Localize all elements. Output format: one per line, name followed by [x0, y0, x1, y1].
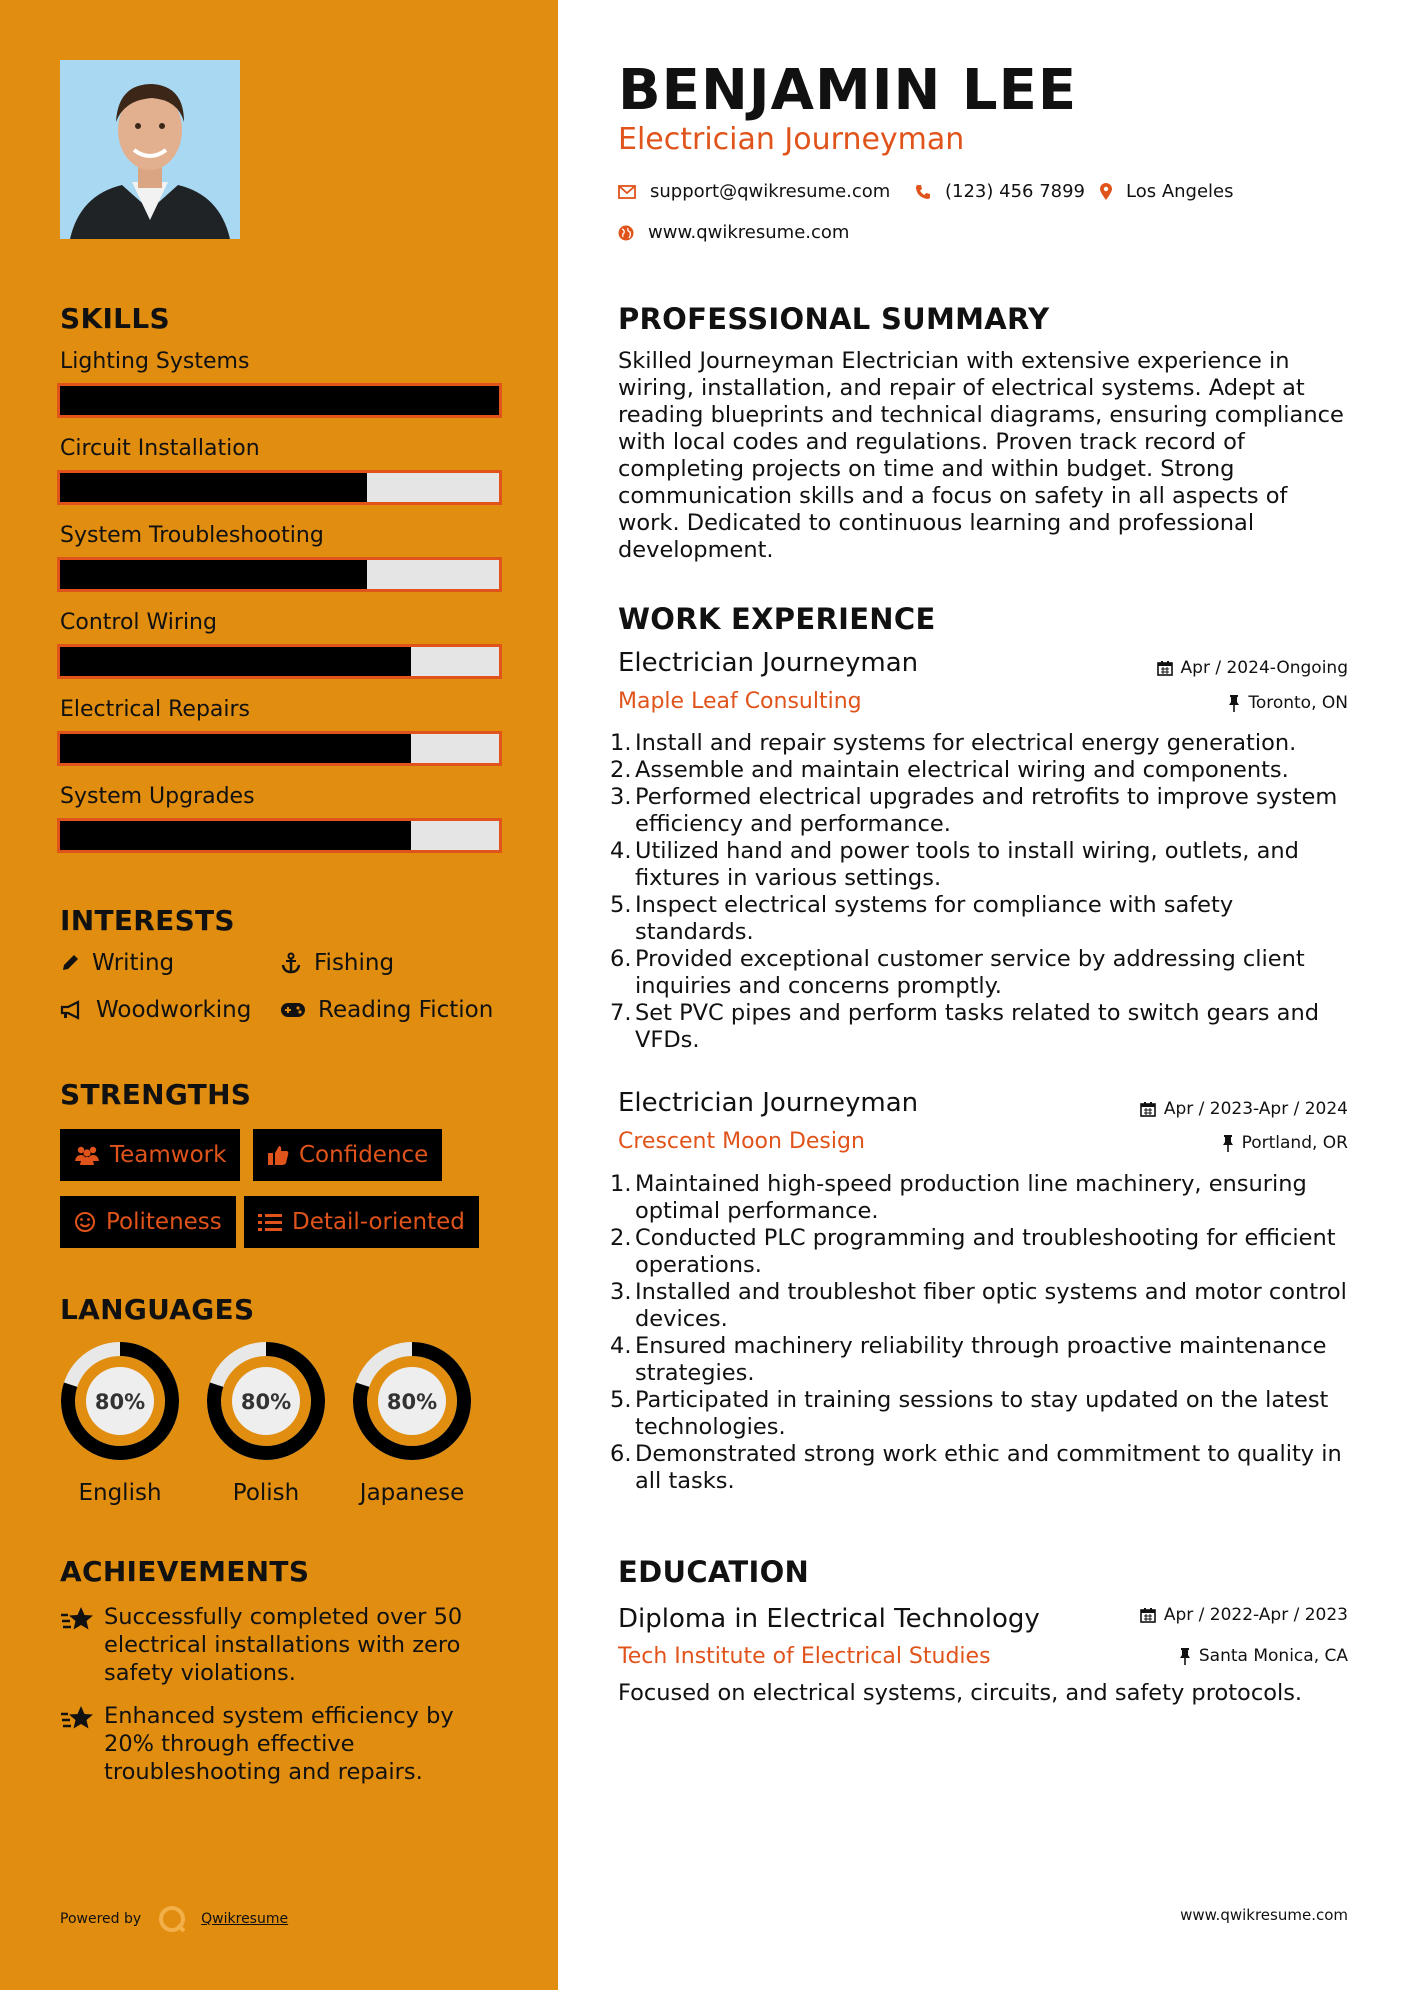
- education-heading: EDUCATION: [618, 1555, 810, 1589]
- skill-bar-fill: [60, 734, 411, 763]
- contact-website[interactable]: [618, 222, 849, 243]
- skill-label: System Upgrades: [60, 784, 255, 809]
- language-item: [351, 1340, 473, 1506]
- skill-bar-fill: [60, 821, 411, 850]
- achievement-text: Successfully completed over 50 electrical installations with zero safety violations.: [104, 1604, 463, 1686]
- language-ring: [351, 1340, 473, 1462]
- email-text: support@qwikresume.com: [650, 181, 891, 202]
- phone-icon: [915, 184, 931, 200]
- skills-heading: SKILLS: [60, 302, 170, 335]
- duty-item: Maintained high-speed production line machinery, ensuring optimal performance.: [635, 1171, 1307, 1224]
- duty-item: Provided exceptional customer service by addressing client inquiries and concerns promptly.: [635, 946, 1305, 999]
- profile-photo: [60, 60, 240, 239]
- education-dates-text: Apr / 2022-Apr / 2023: [1163, 1605, 1348, 1625]
- skill-bar-fill: [60, 560, 367, 589]
- thumbs-up-icon: [267, 1144, 289, 1166]
- website-text: www.qwikresume.com: [648, 222, 850, 243]
- experience-heading: WORK EXPERIENCE: [618, 602, 936, 636]
- pushpin-icon: [1228, 695, 1240, 712]
- interest-label: Woodworking: [96, 997, 252, 1023]
- job-duties: [610, 730, 1350, 1054]
- interest-label: Fishing: [314, 950, 395, 976]
- skill-label: Lighting Systems: [60, 349, 250, 374]
- job-title: Electrician Journeyman: [618, 1088, 919, 1118]
- education-degree: Diploma in Electrical Technology: [618, 1604, 1040, 1634]
- job-dates: [1157, 658, 1348, 678]
- powered-by: [60, 1904, 288, 1934]
- duty-item: Set PVC pipes and perform tasks related to switch gears and VFDs.: [635, 1000, 1319, 1053]
- duty-item: Assemble and maintain electrical wiring and components.: [635, 757, 1289, 783]
- education-school: Tech Institute of Electrical Studies: [618, 1644, 991, 1669]
- education-description: Focused on electrical systems, circuits, and safety protocols.: [618, 1680, 1303, 1706]
- job-duties: [610, 1171, 1350, 1495]
- calendar-icon: [1140, 1607, 1156, 1623]
- interest-label: Reading Fiction: [318, 997, 494, 1023]
- language-item: [59, 1340, 181, 1506]
- footer-url[interactable]: www.qwikresume.com: [1180, 1906, 1348, 1924]
- calendar-icon: [1157, 660, 1173, 676]
- summary-text: Skilled Journeyman Electrician with extensive experience in wiring, installation, and repair of electrical systems. Adept at reading blueprints and technical diagrams, ensuring compliance with local codes and regulations. Proven track record of completing projects on time and within budget. Strong communication skills and a focus on safety in all aspects of work. Dedicated to continuous learning and professional development.: [618, 348, 1344, 563]
- education-location-text: Santa Monica, CA: [1198, 1646, 1348, 1666]
- achievement-item: [60, 1702, 490, 1786]
- skill-bar: [57, 818, 502, 853]
- languages-heading: LANGUAGES: [60, 1293, 255, 1326]
- summary-heading: PROFESSIONAL SUMMARY: [618, 302, 1050, 336]
- list-icon: [258, 1212, 282, 1232]
- skill-label: System Troubleshooting: [60, 523, 324, 548]
- duty-item: Install and repair systems for electrical energy generation.: [635, 730, 1297, 756]
- skill-label: Electrical Repairs: [60, 697, 251, 722]
- users-icon: [74, 1145, 100, 1165]
- contact-location: [1100, 181, 1234, 202]
- language-item: [205, 1340, 327, 1506]
- gamepad-icon: [280, 1001, 306, 1019]
- duty-item: Utilized hand and power tools to install wiring, outlets, and fixtures in various settings.: [635, 838, 1299, 891]
- strength-tag: [60, 1129, 240, 1181]
- location-text: Los Angeles: [1126, 181, 1234, 202]
- pencil-icon: [60, 953, 80, 973]
- star-badge-icon: [60, 1605, 94, 1635]
- anchor-icon: [280, 952, 302, 974]
- skill-label: Control Wiring: [60, 610, 217, 635]
- duty-item: Participated in training sessions to stay updated on the latest technologies.: [635, 1387, 1329, 1440]
- strength-label: Detail-oriented: [292, 1209, 465, 1235]
- duty-item: Installed and troubleshot fiber optic systems and motor control devices.: [635, 1279, 1347, 1332]
- qwikresume-link[interactable]: Qwikresume: [201, 1911, 289, 1927]
- duty-item: Demonstrated strong work ethic and commitment to quality in all tasks.: [635, 1441, 1342, 1494]
- contact-email[interactable]: [618, 181, 890, 202]
- job-location-text: Toronto, ON: [1248, 693, 1348, 713]
- interest-item: [280, 950, 394, 976]
- skill-label: Circuit Installation: [60, 436, 260, 461]
- interest-item: [60, 997, 251, 1023]
- job-location-text: Portland, OR: [1241, 1133, 1348, 1153]
- qwikresume-logo-icon: [157, 1904, 187, 1934]
- interests-heading: INTERESTS: [60, 904, 235, 937]
- job-location: [1222, 1133, 1348, 1153]
- skill-bar-fill: [60, 473, 367, 502]
- map-marker-icon: [1100, 183, 1112, 201]
- star-badge-icon: [60, 1704, 94, 1734]
- education-dates: [1140, 1605, 1348, 1625]
- language-name: Polish: [232, 1480, 300, 1506]
- strengths-heading: STRENGTHS: [60, 1078, 252, 1111]
- smile-icon: [74, 1211, 96, 1233]
- candidate-name: BENJAMIN LEE: [618, 58, 1078, 123]
- language-percent: 80%: [240, 1390, 292, 1414]
- job-company: Crescent Moon Design: [618, 1129, 865, 1154]
- language-percent: 80%: [386, 1390, 438, 1414]
- globe-icon: [618, 225, 634, 241]
- contact-phone[interactable]: [915, 181, 1085, 202]
- skill-bar: [57, 731, 502, 766]
- language-ring: [205, 1340, 327, 1462]
- duty-item: Ensured machinery reliability through proactive maintenance strategies.: [635, 1333, 1327, 1386]
- skill-bar: [57, 557, 502, 592]
- achievement-text: Enhanced system efficiency by 20% through effective troubleshooting and repairs.: [104, 1703, 454, 1785]
- achievements-heading: ACHIEVEMENTS: [60, 1555, 310, 1588]
- interest-label: Writing: [92, 950, 175, 976]
- language-name: Japanese: [359, 1480, 465, 1506]
- interest-item: [60, 950, 174, 976]
- skill-bar: [57, 470, 502, 505]
- job-dates-text: Apr / 2024-Ongoing: [1180, 658, 1348, 678]
- candidate-role: Electrician Journeyman: [618, 122, 965, 157]
- strength-tag: [244, 1196, 479, 1248]
- language-name: English: [78, 1480, 162, 1506]
- calendar-icon: [1140, 1101, 1156, 1117]
- strength-tag: [253, 1129, 442, 1181]
- duty-item: Performed electrical upgrades and retrofits to improve system efficiency and performance.: [635, 784, 1338, 837]
- achievement-item: [60, 1603, 490, 1687]
- job-dates: [1140, 1099, 1348, 1119]
- language-ring: [59, 1340, 181, 1462]
- powered-by-label: Powered by: [60, 1911, 142, 1927]
- sidebar: [0, 0, 558, 1990]
- phone-text: (123) 456 7899: [945, 181, 1086, 202]
- strength-label: Politeness: [106, 1209, 222, 1235]
- language-percent: 80%: [94, 1390, 146, 1414]
- job-location: [1228, 693, 1348, 713]
- skill-bar: [57, 644, 502, 679]
- skill-bar-fill: [60, 386, 499, 415]
- duty-item: Inspect electrical systems for compliance with safety standards.: [635, 892, 1234, 945]
- pushpin-icon: [1179, 1648, 1191, 1665]
- pushpin-icon: [1222, 1135, 1234, 1152]
- strength-tag: [60, 1196, 236, 1248]
- skill-bar: [57, 383, 502, 418]
- duty-item: Conducted PLC programming and troubleshooting for efficient operations.: [635, 1225, 1336, 1278]
- job-title: Electrician Journeyman: [618, 648, 919, 678]
- job-company: Maple Leaf Consulting: [618, 689, 862, 714]
- skill-bar-fill: [60, 647, 411, 676]
- job-dates-text: Apr / 2023-Apr / 2024: [1163, 1099, 1348, 1119]
- education-location: [1179, 1646, 1348, 1666]
- strength-label: Confidence: [299, 1142, 429, 1168]
- interest-item: [280, 997, 493, 1023]
- strength-label: Teamwork: [110, 1142, 227, 1168]
- megaphone-icon: [60, 1000, 84, 1020]
- envelope-icon: [618, 185, 636, 199]
